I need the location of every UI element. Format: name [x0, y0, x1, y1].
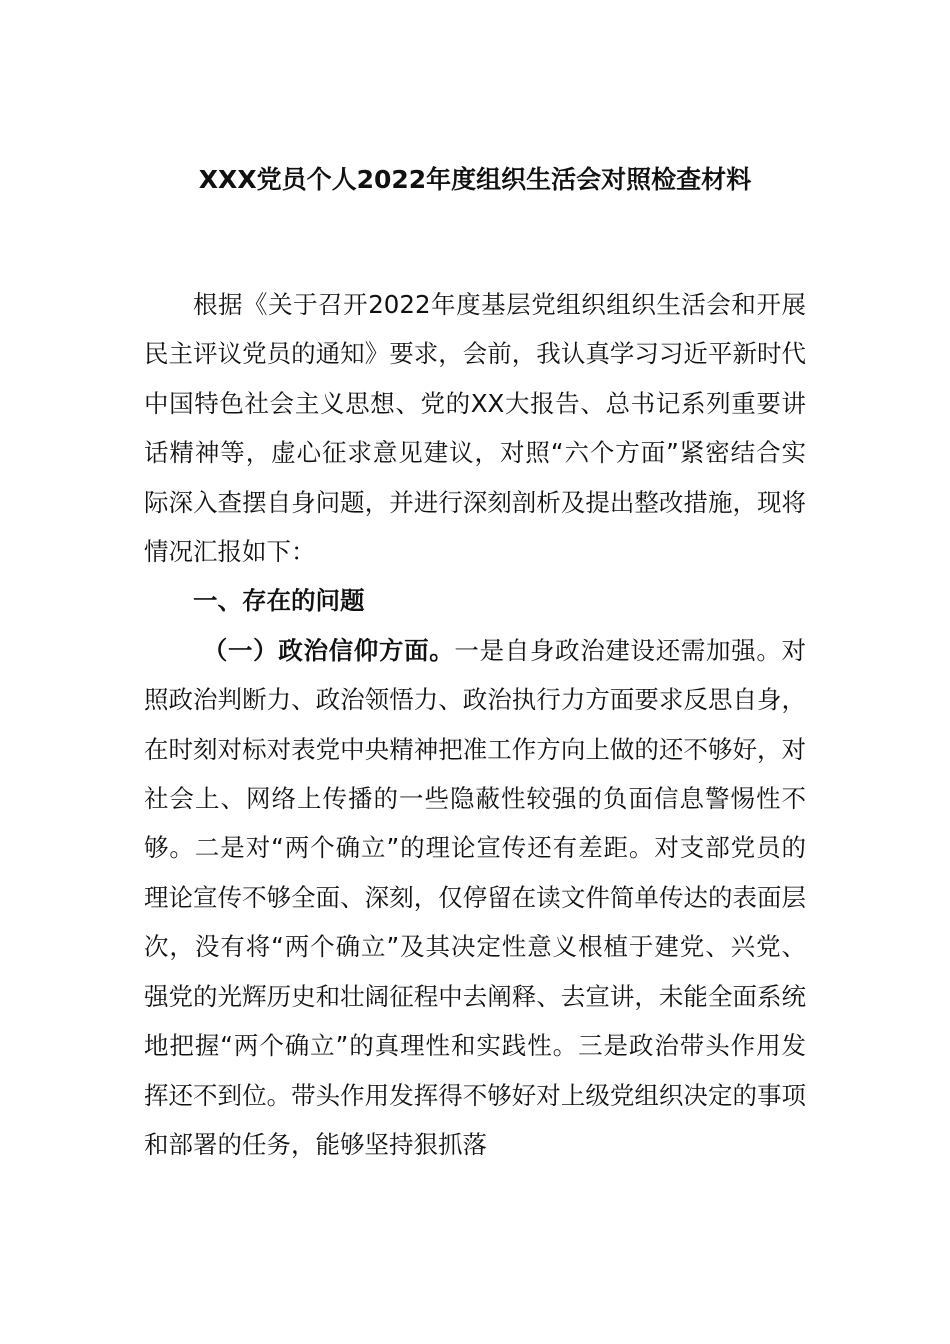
- document-body: [144, 280, 806, 1169]
- document-title: XXX党员个人2022年度组织生活会对照检查材料: [198, 165, 752, 194]
- subsection-paragraph: [144, 626, 806, 1169]
- subsection-lead: （一）政治信仰方面。: [202, 635, 455, 665]
- subsection-text: 一是自身政治建设还需加强。对照政治判断力、政治领悟力、政治执行力方面要求反思自身，在时刻对标对表党中央精神把准工作方向上做的还不够好，对社会上、网络上传播的一些隐蔽性较强的负面信息警惕性不够。二是对“两个确立”的理论宣传还有差距。对支部党员的理论宣传不够全面、深刻，仅停留在读文件简单传达的表面层次，没有将“两个确立”及其决定性意义根植于建党、兴党、强党的光辉历史和壮阔征程中去阐释、去宣讲，未能全面系统地把握“两个确立”的真理性和实践性。三是政治带头作用发挥还不到位。带头作用发挥得不够好对上级党组织决定的事项和部署的任务，能够坚持狠抓落: [144, 635, 806, 1159]
- section-heading: 一、存在的问题: [193, 586, 365, 616]
- intro-paragraph: 根据《关于召开2022年度基层党组织组织生活会和开展民主评议党员的通知》要求，会前，我认真学习习近平新时代中国特色社会主义思想、党的XX大报告、总书记系列重要讲话精神等，虚心征求意见建议，对照“六个方面”紧密结合实际深入查摆自身问题，并进行深刻剖析及提出整改措施，现将情况汇报如下：: [144, 290, 806, 567]
